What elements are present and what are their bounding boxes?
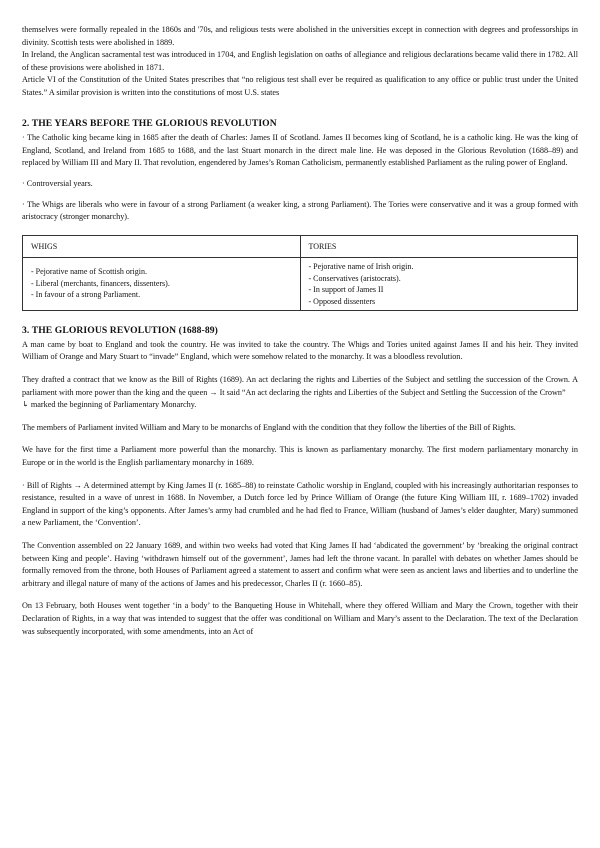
section3-paragraph-7: On 13 February, both Houses went together ‘in a body’ to the Banqueting House in Whitehall, where they offered William and Mary the Crown, together with their Declaration of Rights, in a way that was intended to suggest that the offer was conditional on William and Mary’s assent to the Declaration. The text of the Declaration was subsequently incorporated, with some amendments, into an Act of — [22, 601, 578, 636]
tories-list-item: - Conservatives (aristocrats). — [308, 273, 401, 283]
whigs-list-item: - Liberal (merchants, financers, dissenters). — [31, 278, 170, 288]
whigs-list-item: - Pejorative name of Scottish origin. — [31, 267, 147, 277]
tories-list-item: - Opposed dissenters — [308, 296, 376, 306]
tories-header-cell: TORIES — [300, 235, 578, 258]
section3-paragraph-1: A man came by boat to England and took the country. He was invited to take the country. The Whigs and Tories united against James II and his heir. They invited William of Orange and Mary Stuart to “invade” England, which were somehow related to the monarchy. It was a bloodless revolution. — [22, 339, 578, 362]
table-header-row — [23, 235, 578, 258]
whigs-content-cell — [23, 258, 301, 311]
section2-paragraph-3: · The Whigs are liberals who were in favour of a strong Parliament (a weaker king, a strong Parliament). The Tories were conservative and it was a group formed with aristocracy (stronger monarchy). — [22, 199, 578, 222]
tories-list-item: - Pejorative name of Irish origin. — [308, 262, 414, 272]
section-heading-glorious-revolution: 3. THE GLORIOUS REVOLUTION (1688-89) — [22, 325, 218, 337]
section2-paragraph-2: · Controversial years. — [22, 178, 93, 188]
section3-paragraph-3: The members of Parliament invited William and Mary to be monarchs of England with the condition that they follow the liberties of the Bill of Rights. — [22, 422, 516, 432]
section3-paragraph-2: They drafted a contract that we know as the Bill of Rights (1689). An act declaring the rights and Liberties of the Subject and settling the succession of the Crown. A parliament with more power than the king and the queen → It said “An act declaring the rights and Liberties of the Subject and Settling the Succession of the Crown” — [22, 375, 578, 397]
tories-list — [309, 261, 570, 307]
whigs-list-item: - In favour of a strong Parliament. — [31, 290, 141, 300]
whigs-list — [31, 266, 292, 301]
section3-paragraph-4: We have for the first time a Parliament more powerful than the monarchy. This is known as parliamentary monarchy. The first modern parliamentary monarchy in Europe or in the world is the English parliamentary monarchy in 1689. — [22, 445, 578, 467]
section2-paragraph-1: · The Catholic king became king in 1685 after the death of Charles: James II of Scotland. James II becomes king of Scotland, he is a catholic king. He was the king of England, Scotland, and Ireland from 1685 to 1688, and the last Stuart monarch in the direct male line. He was deposed in the Glorious Revolution (1688–89) and replaced by William III and Mary II. That revolution, engendered by James’s Roman Catholicism, permanently established Parliament as the ruling power of England. — [22, 133, 578, 168]
intro-paragraph-3: Article VI of the Constitution of the United States prescribes that “no religious test shall ever be required as qualification to any office or public trust under the United States.” A similar provision is written into the constitutions of most U.S. states — [22, 75, 578, 97]
section3-paragraph-5: · Bill of Rights → A determined attempt by King James II (r. 1685–88) to reinstate Catholic worship in England, coupled with his increasingly authoritarian responses to resistance, resulted in a wave of unrest in 1688. In November, a Dutch force led by Prince William of Orange (the future King William III, r. 1689–1702) invaded England in support of the king’s opponents. After James’s army had crumbled and he had fled to France, William (husband of James’s elder daughter, Mary) summoned a new Parliament, the ‘Convention’. — [22, 480, 578, 528]
intro-paragraph-1: themselves were formally repealed in the 1860s and '70s, and religious tests were abolished in the universities except in connection with degrees and professorships in divinity. Scottish tests were abolished in 1889. — [22, 25, 578, 47]
section3-paragraph-6: The Convention assembled on 22 January 1689, and within two weeks had voted that King James II had ‘abdicated the government’ by ‘breaking the original contract between King and people’. Having ‘withdrawn himself out of the government’, James had left the throne vacant. In parallel with debates on whether James should be formally removed from the throne, both Houses of Parliament agreed a statement to assert and confirm what were seen as ancient laws and liberties and to underline the arbitrary and illegal nature of many of the actions of James and his predecessor, Charles II (r. 1660–85). — [22, 540, 578, 588]
intro-paragraph-2: In Ireland, the Anglican sacramental test was introduced in 1704, and English legislation on oaths of allegiance and religious declarations became valid there in 1782. All of these provisions were abolished in 1871. — [22, 50, 578, 72]
section3-paragraph-2-note: ↳ marked the beginning of Parliamentary Monarchy. — [22, 400, 197, 410]
whigs-header-cell: WHIGS — [23, 235, 301, 258]
table-content-row — [23, 258, 578, 311]
document-page — [22, 24, 578, 638]
tories-content-cell — [300, 258, 578, 311]
tories-list-item: - In support of James II — [308, 285, 384, 295]
section-heading-years-before: 2. THE YEARS BEFORE THE GLORIOUS REVOLUTION — [22, 117, 277, 129]
whigs-tories-table — [22, 235, 578, 312]
